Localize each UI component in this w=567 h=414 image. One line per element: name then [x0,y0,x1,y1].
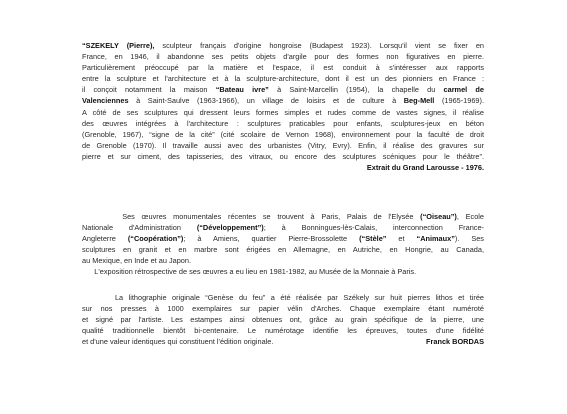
bio-source: Extrait du Grand Larousse - 1976. [366,163,484,173]
bio-line [82,40,484,51]
litho-text: La lithographie originale “Genèse du feu” a été réalisée par Székely sur huit pierres lithos et tirée [114,293,485,302]
litho-line: et signé par l'artiste. Les estampes ainsi obtenues ont, grâce au grain spécifique de la pierre, une [82,315,484,325]
bio-text: sculpteur français d'origine hongroise (Budapest 1923). Lorsqu'il vient se fixer en [162,41,484,50]
works-line [82,222,484,233]
works-text: Angleterre [82,234,128,244]
lithograph-section [82,292,484,347]
works-text: ). Ses [454,234,484,244]
litho-line [82,292,484,303]
bio-line: (Grenoble, 1967), “signe de la cité” (cité scolaire de Vernon 1968), environnement pour la faculté de droit [82,129,484,139]
bio-line: France, en 1946, il abandonne ses petits objets d'argile pour des formes non figuratives en pierre. [82,52,484,62]
bio-bold: “Bateau ivre” [215,85,269,95]
works-text: ; à Bonningues-lès-Calais, interconnection France- [263,223,485,233]
bio-line [82,95,484,106]
litho-line: sur nos presses à 1000 exemplaires sur papier vélin d'Arches. Chaque exemplaire étant numéroté [82,304,484,314]
litho-text: et d'une valeur identiques qui constituent l'édition originale. [82,337,274,347]
works-line [82,211,484,222]
works-line [82,266,484,277]
works-text: , Ecole [456,212,484,221]
works-text: Ses œuvres monumentales récentes se trouvent à Paris, Palais de l'Elysée [122,212,421,221]
works-bold: (“Stèle” [359,234,387,244]
works-bold: “Animaux” [416,234,455,244]
signature: Franck BORDAS [426,337,484,347]
biography-section [82,40,484,173]
works-bold: (“Coopération”) [127,234,184,244]
works-bold: (“Oiseau”) [420,212,457,221]
works-bold: (“Développement”) [196,223,264,233]
bio-line: de Grenoble (1970). Il travaille aussi avec des urbanistes (Vitry, Evry). Enfin, il réalise des gravures sur [82,140,484,150]
works-section [82,211,484,278]
works-text: Nationale d'Administration [82,223,197,233]
bio-bold: Valenciennes [82,96,129,106]
bio-bold: carmel de [443,85,484,95]
bio-text: à Saint-Marcellin (1954), la chapelle du [268,85,444,95]
works-line: sculptures en granit et en marbre sont érigées en Allemagne, en Autriche, en Hongrie, au Canada, [82,245,484,255]
bio-line: entre la sculpture et l'architecture et à la sculpture-architecture, dont il est un des pionniers en France : [82,74,484,84]
bio-text: à Saint-Saulve (1963-1966), un village de loisirs et de culture à [128,96,404,106]
bio-text: il conçoit notamment la maison [82,85,216,95]
bio-line: Particulièrement préoccupé par la matière et l'espace, il est conduit à s'intéresser aux rapports [82,63,484,73]
works-text: et [386,234,417,244]
bio-bold: Beg-Mell [403,96,435,106]
works-text: L'exposition rétrospective de ses œuvres a eu lieu en 1981-1982, au Musée de la Monnaie à Paris. [94,267,417,277]
litho-line: qualité traditionnelle bientôt bi-centenaire. Le numérotage identifie les épreuves, toutes d'une fidélité [82,326,484,336]
bio-line: pierre et sur ciment, des tapisseries, des vitraux, ou encore des sculptures scéniques pour le théâtre”. [82,151,484,161]
works-line: au Mexique, en Inde et au Japon. [82,256,192,266]
litho-line [82,336,484,347]
bio-line: A côté de ses sculptures qui dressent leurs formes simples et rudes comme de vastes signes, il réalise [82,107,484,117]
works-line [82,233,484,244]
bio-name: “SZEKELY (Pierre), [82,41,163,50]
bio-line: des œuvres intégrées à l'architecture : sculptures praticables pour enfants, sculptures-jeux en béton [82,118,484,128]
bio-text: (1965-1969). [434,96,484,106]
works-text: ; à Amiens, quartier Pierre-Brossolette [183,234,360,244]
bio-line [82,84,484,95]
